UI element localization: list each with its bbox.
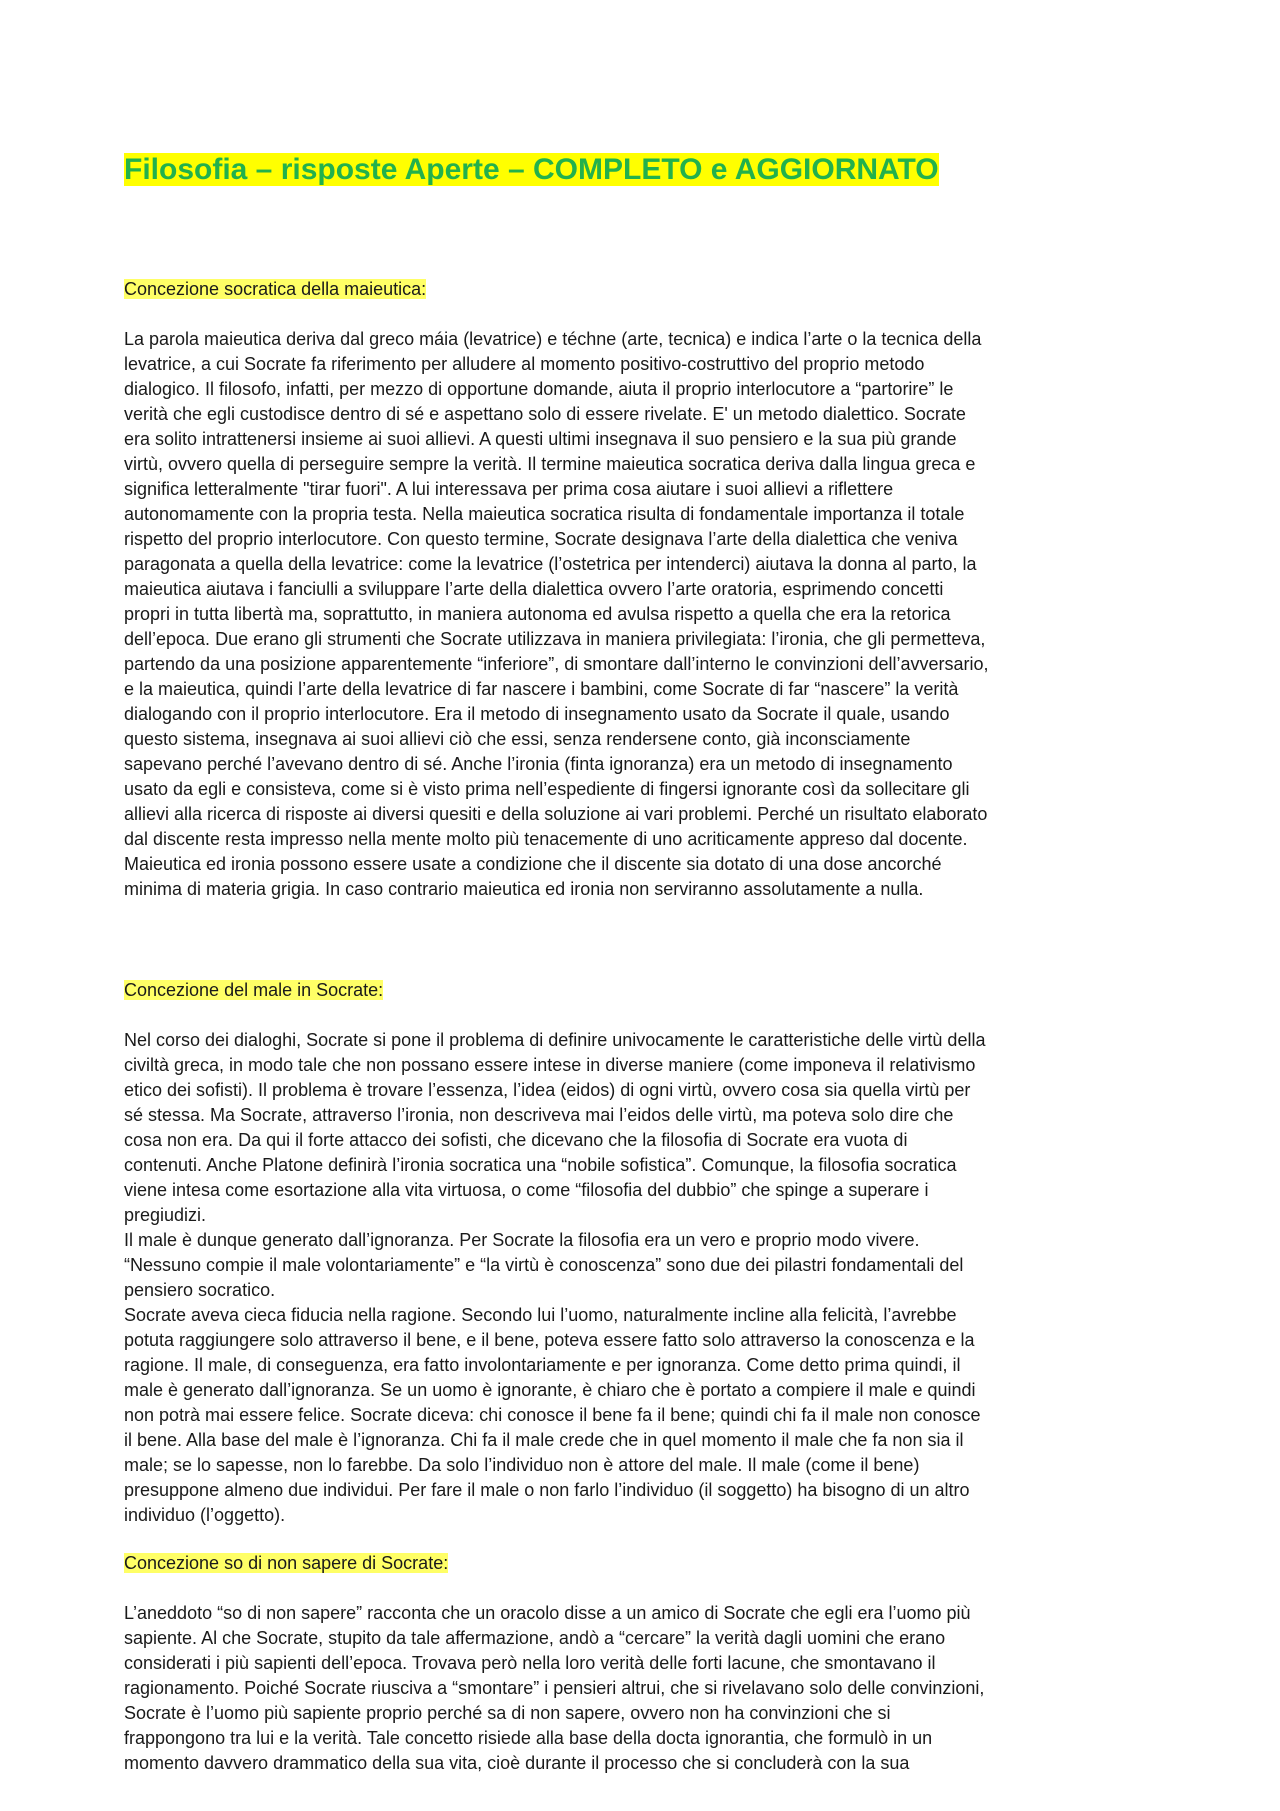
document-title: [124, 149, 939, 191]
section-maieutica: [124, 277, 1170, 902]
section-paragraph: La parola maieutica deriva dal greco máia (levatrice) e téchne (arte, tecnica) e indica l’arte o la tecnica della levatrice, a cui Socrate fa riferimento per alludere al momento positivo-costruttivo del proprio metodo dialogico. Il filosofo, infatti, per mezzo di opportune domande, aiuta il proprio interlocutore a “partorire” le verità che egli custodisce dentro di sé e aspettano solo di essere rivelate. E' un metodo dialettico. Socrate era solito intrattenersi insieme ai suoi allievi. A questi ultimi insegnava il suo pensiero e la sua più grande virtù, ovvero quella di perseguire sempre la verità. Il termine maieutica socratica deriva dalla lingua greca e significa letteralmente "tirar fuori". A lui interessava per prima cosa aiutare i suoi allievi a riflettere autonomamente con la propria testa. Nella maieutica socratica risulta di fondamentale importanza il totale rispetto del proprio interlocutore. Con questo termine, Socrate designava l’arte della dialettica che veniva paragonata a quella della levatrice: come la levatrice (l’ostetrica per intenderci) aiutava la donna al parto, la maieutica aiutava i fanciulli a sviluppare l’arte della dialettica ovvero l’arte oratoria, esprimendo concetti propri in tutta libertà ma, soprattutto, in maniera autonoma ed avulsa rispetto a quella che era la retorica dell’epoca. Due erano gli strumenti che Socrate utilizzava in maniera privilegiata: l’ironia, che gli permetteva, partendo da una posizione apparentemente “inferiore”, di smontare dall’interno le convinzioni dell’avversario, e la maieutica, quindi l’arte della levatrice di far nascere i bambini, come Socrate di far “nascere” la verità dialogando con il proprio interlocutore. Era il metodo di insegnamento usato da Socrate il quale, usando questo sistema, insegnava ai suoi allievi ciò che essi, senza rendersene conto, già inconsciamente sapevano perché l’avevano dentro di sé. Anche l’ironia (finta ignoranza) era un metodo di insegnamento usato da egli e consisteva, come si è visto prima nell’espediente di fingersi ignorante così da sollecitare gli allievi alla ricerca di risposte ai diversi quesiti e della soluzione ai vari problemi. Perché un risultato elaborato dal discente resta impresso nella mente molto più tenacemente di uno acriticamente appreso dal docente. Maieutica ed ironia possono essere usate a condizione che il discente sia dotato di una dose ancorché minima di materia grigia. In caso contrario maieutica ed ironia non serviranno assolutamente a nulla.: [124, 329, 989, 899]
section-heading: Concezione so di non sapere di Socrate:: [124, 1553, 449, 1573]
section-heading: Concezione socratica della maieutica:: [124, 279, 427, 299]
section-male: [124, 978, 1170, 1528]
title-highlight: Filosofia – risposte Aperte – COMPLETO e AGGIORNATO: [124, 153, 939, 186]
section-paragraph: Nel corso dei dialoghi, Socrate si pone il problema di definire univocamente le caratteristiche delle virtù della civiltà greca, in modo tale che non possano essere intese in diverse maniere (come imponeva il relativismo etico dei sofisti). Il problema è trovare l’essenza, l’idea (eidos) di ogni virtù, ovvero cosa sia quella virtù per sé stessa. Ma Socrate, attraverso l’ironia, non descriveva mai l’eidos delle virtù, ma poteva solo dire che cosa non era. Da qui il forte attacco dei sofisti, che dicevano che la filosofia di Socrate era vuota di contenuti. Anche Platone definirà l’ironia socratica una “nobile sofistica”. Comunque, la filosofia socratica viene intesa come esortazione alla vita virtuosa, o come “filosofia del dubbio” che spinge a superare i pregiudizi. Il male è dunque generato dall’ignoranza. Per Socrate la filosofia era un vero e proprio modo vivere. “Nessuno compie il male volontariamente” e “la virtù è conoscenza” sono due dei pilastri fondamentali del pensiero socratico. Socrate aveva cieca fiducia nella ragione. Secondo lui l’uomo, naturalmente incline alla felicità, l’avrebbe potuta raggiungere solo attraverso il bene, e il bene, poteva essere fatto solo attraverso la conoscenza e la ragione. Il male, di conseguenza, era fatto involontariamente e per ignoranza. Come detto prima quindi, il male è generato dall’ignoranza. Se un uomo è ignorante, è chiaro che è portato a compiere il male e quindi non potrà mai essere felice. Socrate diceva: chi conosce il bene fa il bene; quindi chi fa il male non conosce il bene. Alla base del male è l’ignoranza. Chi fa il male crede che in quel momento il male che fa non sia il male; se lo sapesse, non lo farebbe. Da solo l’individuo non è attore del male. Il male (come il bene) presuppone almeno due individui. Per fare il male o non farlo l’individuo (il soggetto) ha bisogno di un altro individuo (l’oggetto).: [124, 1030, 986, 1525]
section-paragraph: L’aneddoto “so di non sapere” racconta che un oracolo disse a un amico di Socrate che egli era l’uomo più sapiente. Al che Socrate, stupito da tale affermazione, andò a “cercare” la verità dagli uomini che erano considerati i più sapienti dell’epoca. Trovava però nella loro verità delle forti lacune, che smontavano il ragionamento. Poiché Socrate riusciva a “smontare” i pensieri altrui, che si rivelavano solo delle convinzioni, Socrate è l’uomo più sapiente proprio perché sa di non sapere, ovvero non ha convinzioni che si frappongono tra lui e la verità. Tale concetto risiede alla base della docta ignorantia, che formulò in un momento davvero drammatico della sua vita, cioè durante il processo che si concluderà con la sua: [124, 1603, 985, 1773]
section-so-di-non-sapere: [124, 1551, 1170, 1776]
section-heading: Concezione del male in Socrate:: [124, 980, 384, 1000]
